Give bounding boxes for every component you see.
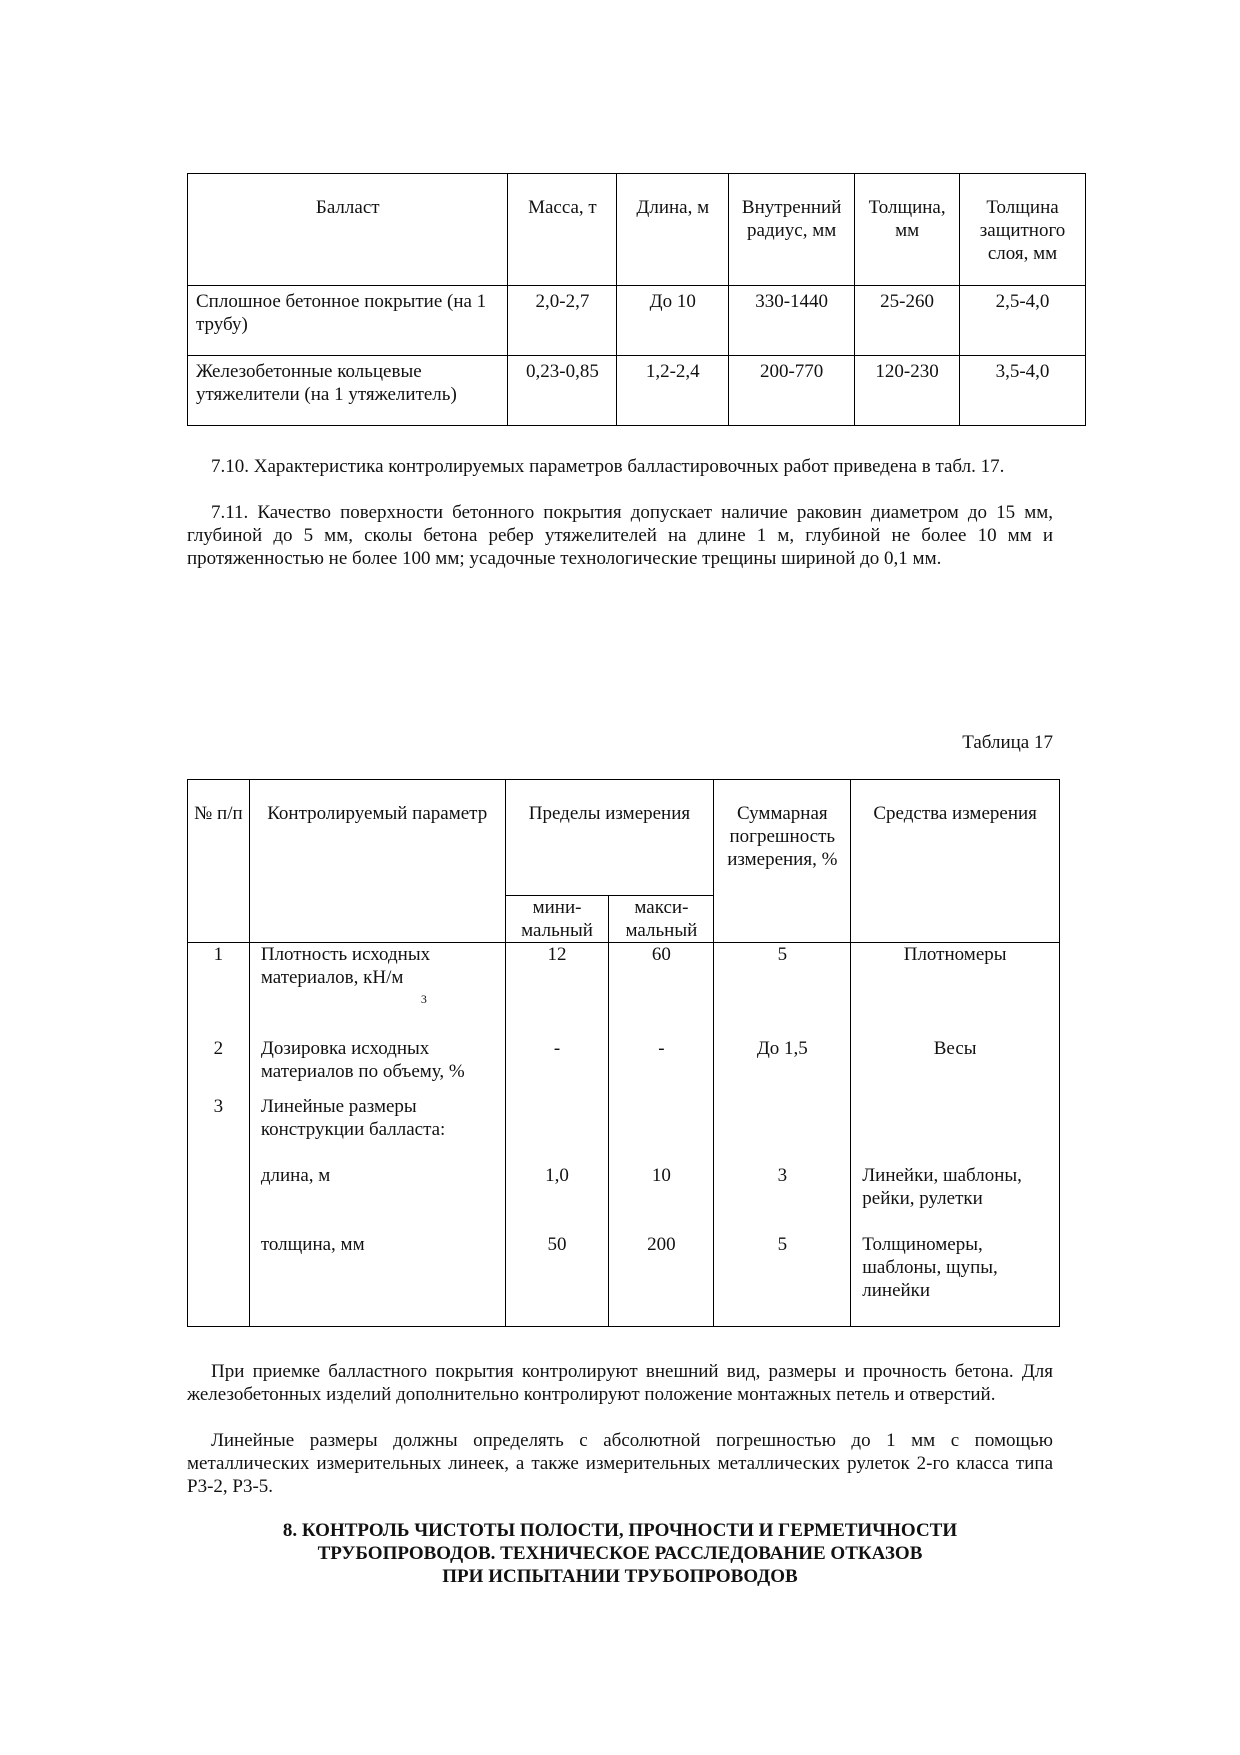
column-header: Масса, т: [508, 174, 617, 286]
table-cell: 2,0-2,7: [508, 286, 617, 356]
table-cell: [188, 1233, 250, 1327]
table-row: [188, 1164, 1060, 1233]
table-cell: Дозировка исходных материалов по объему, %: [249, 1037, 505, 1095]
column-header: макси-мальный: [609, 896, 714, 943]
table-row: [188, 356, 1086, 426]
ballast-table: [187, 173, 1086, 426]
paragraph-linear-sizes: Линейные размеры должны определять с абсолютной погрешностью до 1 мм с помощью металлических измерительных линеек, а также измерительных металлических рулеток 2-го класса типа Р3-2, Р3-5.: [187, 1430, 1053, 1497]
table-cell: [505, 1095, 609, 1164]
table-row: [188, 286, 1086, 356]
table-cell: -: [609, 1037, 714, 1095]
table-cell: 0,23-0,85: [508, 356, 617, 426]
table-cell: [188, 1164, 250, 1233]
table-cell: 2: [188, 1037, 250, 1095]
table-row: [188, 1037, 1060, 1095]
column-header: № п/п: [188, 780, 250, 943]
column-header: Внутренний радиус, мм: [729, 174, 855, 286]
table-cell: 25-260: [855, 286, 960, 356]
column-header: Суммарная погрешность измерения, %: [714, 780, 851, 943]
table-cell: 3: [714, 1164, 851, 1233]
control-parameters-table: [187, 779, 1060, 1327]
superscript: 3: [420, 992, 427, 1006]
table-cell: До 1,5: [714, 1037, 851, 1095]
column-header: Средства измерения: [851, 780, 1060, 943]
table-cell: 60: [609, 943, 714, 1037]
table-cell: Сплошное бетонное покрытие (на 1 трубу): [188, 286, 508, 356]
column-header: Балласт: [188, 174, 508, 286]
table-cell: Плотномеры: [851, 943, 1060, 1037]
table-cell: До 10: [617, 286, 729, 356]
table-cell: 3,5-4,0: [960, 356, 1086, 426]
table-cell: 120-230: [855, 356, 960, 426]
table-header-row: [188, 780, 1060, 896]
table-cell: [714, 1095, 851, 1164]
table-cell: длина, м: [249, 1164, 505, 1233]
table-cell: 1: [188, 943, 250, 1037]
table-cell: 5: [714, 943, 851, 1037]
table-cell: 5: [714, 1233, 851, 1327]
table-row: [188, 1095, 1060, 1164]
column-header: Длина, м: [617, 174, 729, 286]
section-8-heading: 8. КОНТРОЛЬ ЧИСТОТЫ ПОЛОСТИ, ПРОЧНОСТИ И ГЕРМЕТИЧНОСТИ ТРУБОПРОВОДОВ. ТЕХНИЧЕСКОЕ РАССЛЕДОВАНИЕ ОТКАЗОВ ПРИ ИСПЫТАНИИ ТРУБОПРОВОДОВ: [282, 1520, 958, 1587]
table-cell: Весы: [851, 1037, 1060, 1095]
table-cell: 3: [188, 1095, 250, 1164]
table-cell: Линейки, шаблоны, рейки, рулетки: [851, 1164, 1060, 1233]
table-row: [188, 943, 1060, 1037]
table-header-row: [188, 174, 1086, 286]
table-cell: 50: [505, 1233, 609, 1327]
table-cell: 12: [505, 943, 609, 1037]
table-row: [188, 1233, 1060, 1327]
table-cell: Толщиномеры, шаблоны, щупы, линейки: [851, 1233, 1060, 1327]
table-cell: 1,2-2,4: [617, 356, 729, 426]
paragraph-acceptance: При приемке балластного покрытия контролируют внешний вид, размеры и прочность бетона. Для железобетонных изделий дополнительно контролируют положение монтажных петель и отверстий.: [187, 1361, 1053, 1405]
table-cell: 2,5-4,0: [960, 286, 1086, 356]
table-cell: 200-770: [729, 356, 855, 426]
table-cell: Железобетонные кольцевые утяжелители (на 1 утяжелитель): [188, 356, 508, 426]
column-header: Пределы измерения: [505, 780, 714, 896]
table-cell: Плотность исходных материалов, кН/м 3: [249, 943, 505, 1037]
table-cell: 1,0: [505, 1164, 609, 1233]
paragraph-7-11: 7.11. Качество поверхности бетонного покрытия допускает наличие раковин диаметром до 15 мм, глубиной до 5 мм, сколы бетона ребер утяжелителей на длине 1 м, глубиной не более 10 мм и протяженностью не более 100 мм; усадочные технологические трещины шириной до 0,1 мм.: [187, 502, 1053, 569]
table-cell: толщина, мм: [249, 1233, 505, 1327]
table-caption: Таблица 17: [962, 732, 1053, 753]
column-header: Контролируемый параметр: [249, 780, 505, 943]
column-header: Толщина защитного слоя, мм: [960, 174, 1086, 286]
paragraph-7-10: 7.10. Характеристика контролируемых параметров балластировочных работ приведена в табл. 17.: [211, 456, 1005, 477]
table-cell: 10: [609, 1164, 714, 1233]
table-cell: [609, 1095, 714, 1164]
column-header: Толщина, мм: [855, 174, 960, 286]
column-header: мини-мальный: [505, 896, 609, 943]
table-cell: Линейные размеры конструкции балласта:: [249, 1095, 505, 1164]
table-cell: -: [505, 1037, 609, 1095]
table-cell: 330-1440: [729, 286, 855, 356]
table-cell: 200: [609, 1233, 714, 1327]
table-cell: [851, 1095, 1060, 1164]
